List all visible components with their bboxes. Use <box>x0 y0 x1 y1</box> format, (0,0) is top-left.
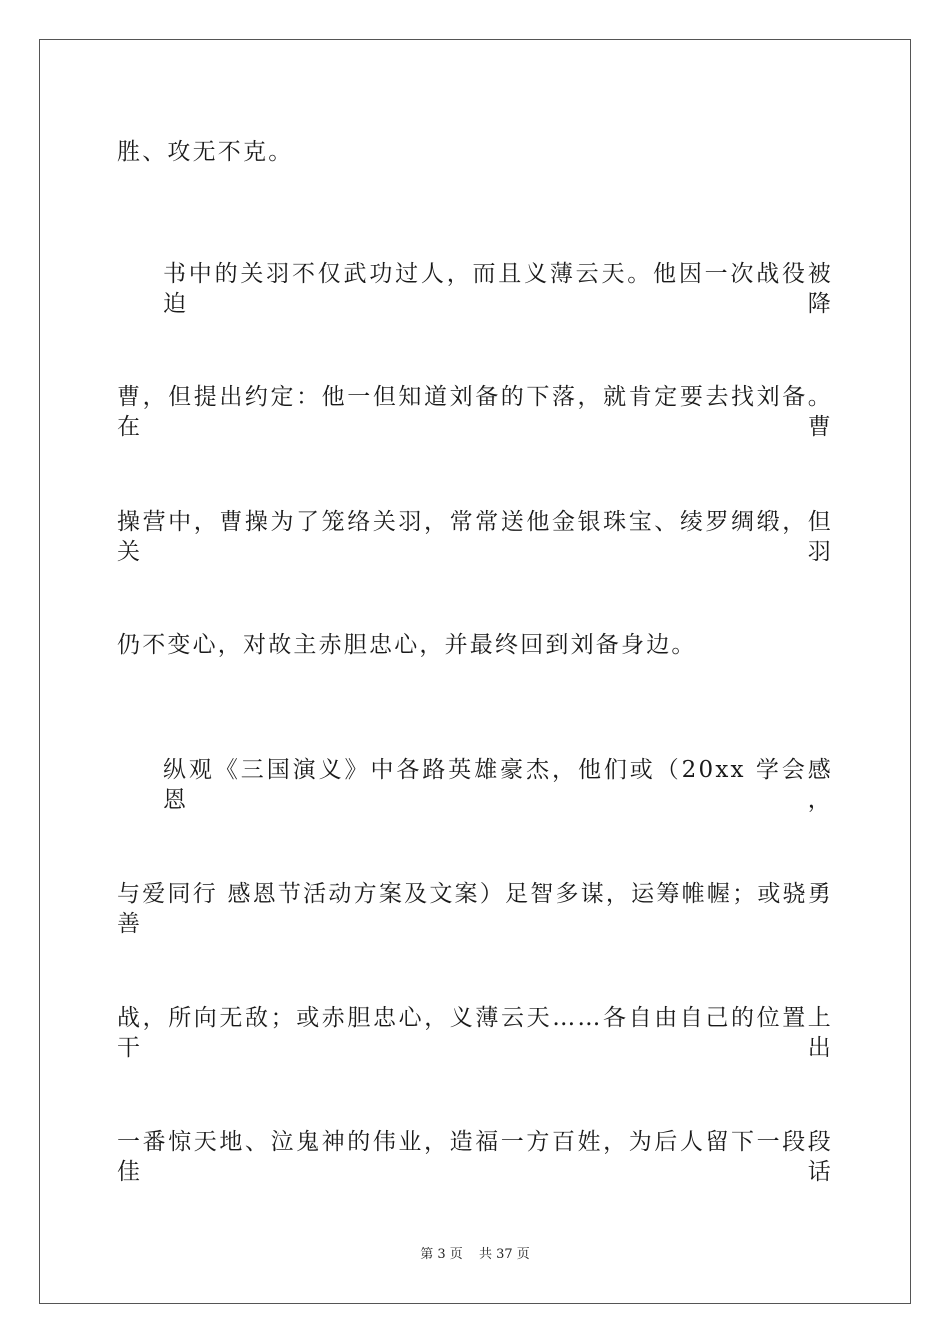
text-line-5: 仍不变心，对故主赤胆忠心，并最终回到刘备身边。 <box>117 632 697 658</box>
text-line-7: 与爱同行 感恩节活动方案及文案）足智多谋，运筹帷幄；或骁勇善 <box>117 881 833 937</box>
text-line-1: 胜、攻无不克。 <box>117 139 294 165</box>
page-frame <box>39 39 911 1304</box>
text-line-8: 战，所向无敌；或赤胆忠心，义薄云天……各自由自己的位置上干出 <box>117 1005 833 1061</box>
page-total: 共 37 页 <box>478 1247 530 1262</box>
page-number: 第 3 页 <box>420 1247 463 1262</box>
text-line-9: 一番惊天地、泣鬼神的伟业，造福一方百姓，为后人留下一段段佳话 <box>117 1129 833 1185</box>
text-line-3: 曹，但提出约定：他一但知道刘备的下落，就肯定要去找刘备。在曹 <box>117 384 833 440</box>
page-footer <box>0 1246 950 1264</box>
text-line-6: 纵观《三国演义》中各路英雄豪杰，他们或（20xx 学会感恩， <box>163 757 833 813</box>
text-line-4: 操营中，曹操为了笼络关羽，常常送他金银珠宝、绫罗绸缎，但关羽 <box>117 509 833 565</box>
text-line-2: 书中的关羽不仅武功过人，而且义薄云天。他因一次战役被迫降 <box>163 261 833 317</box>
